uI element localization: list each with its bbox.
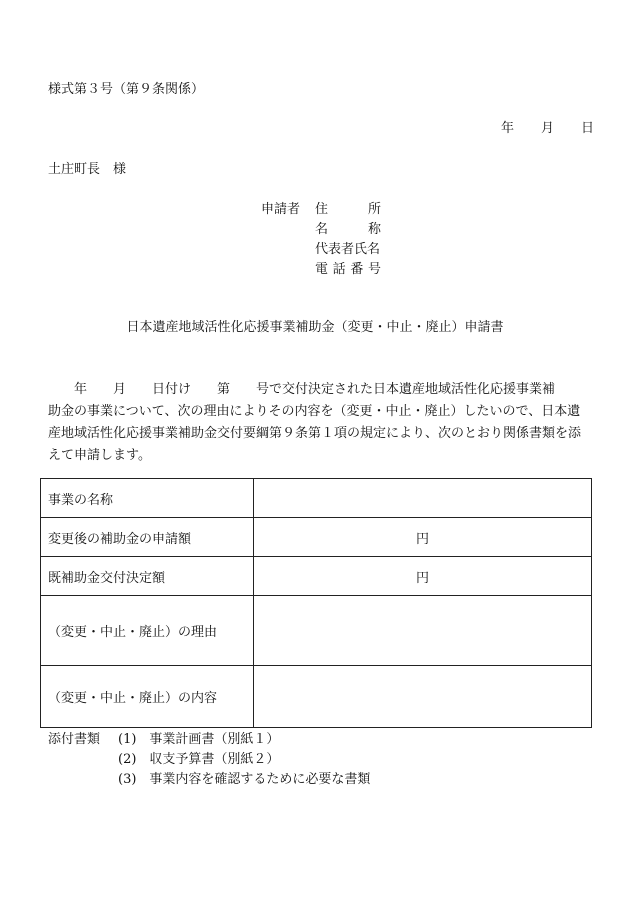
applicant-representative-label: 代表者氏名 — [315, 242, 381, 257]
attachment-item: (3) 事業内容を確認するために必要な書類 — [118, 772, 371, 787]
table-row — [41, 518, 592, 557]
decided-amount-label: 既補助金交付決定額 — [41, 557, 254, 596]
applicant-label: 申請者 — [261, 202, 301, 217]
application-table — [40, 478, 592, 728]
date-line — [0, 121, 630, 137]
project-name-label: 事業の名称 — [41, 479, 254, 518]
applicant-address-label: 住 所 — [315, 202, 381, 217]
body-line: 産地域活性化応援事業補助金交付要綱第９条第１項の規定により、次のとおり関係書類を添 — [48, 426, 582, 441]
attachments-label: 添付書類 — [48, 732, 101, 747]
attachment-item: (1) 事業計画書（別紙１） — [118, 732, 280, 747]
table-row — [41, 557, 592, 596]
body-line: 年 月 日付け 第 号で交付決定された日本遺産地域活性化応援事業補 — [48, 382, 556, 397]
body-line: えて申請します。 — [48, 448, 151, 463]
change-reason-label: （変更・中止・廃止）の理由 — [41, 596, 254, 666]
applicant-phone-label: 電 話 番 号 — [315, 262, 381, 277]
body-paragraph — [48, 379, 596, 467]
document-title: 日本遺産地域活性化応援事業補助金（変更・中止・廃止）申請書 — [126, 320, 504, 335]
body-line: 助金の事業について、次の理由によりその内容を（変更・中止・廃止）したいので、日本遺 — [48, 404, 581, 419]
table-row — [41, 666, 592, 728]
form-number: 様式第３号（第９条関係） — [48, 82, 205, 97]
addressee: 土庄町長 様 — [48, 162, 127, 177]
change-content-label: （変更・中止・廃止）の内容 — [41, 666, 254, 728]
project-name-value[interactable] — [254, 479, 592, 518]
change-reason-value[interactable] — [254, 596, 592, 666]
revised-amount-label: 変更後の補助金の申請額 — [41, 518, 254, 557]
attachment-item: (2) 収支予算書（別紙２） — [118, 752, 280, 767]
change-content-value[interactable] — [254, 666, 592, 728]
date-year: 年 — [501, 121, 515, 136]
decided-amount-value[interactable]: 円 — [254, 557, 592, 596]
date-month: 月 — [541, 121, 555, 136]
revised-amount-value[interactable]: 円 — [254, 518, 592, 557]
date-day: 日 — [581, 121, 595, 136]
applicant-name-label: 名 称 — [315, 222, 381, 237]
table-row — [41, 596, 592, 666]
table-row — [41, 479, 592, 518]
